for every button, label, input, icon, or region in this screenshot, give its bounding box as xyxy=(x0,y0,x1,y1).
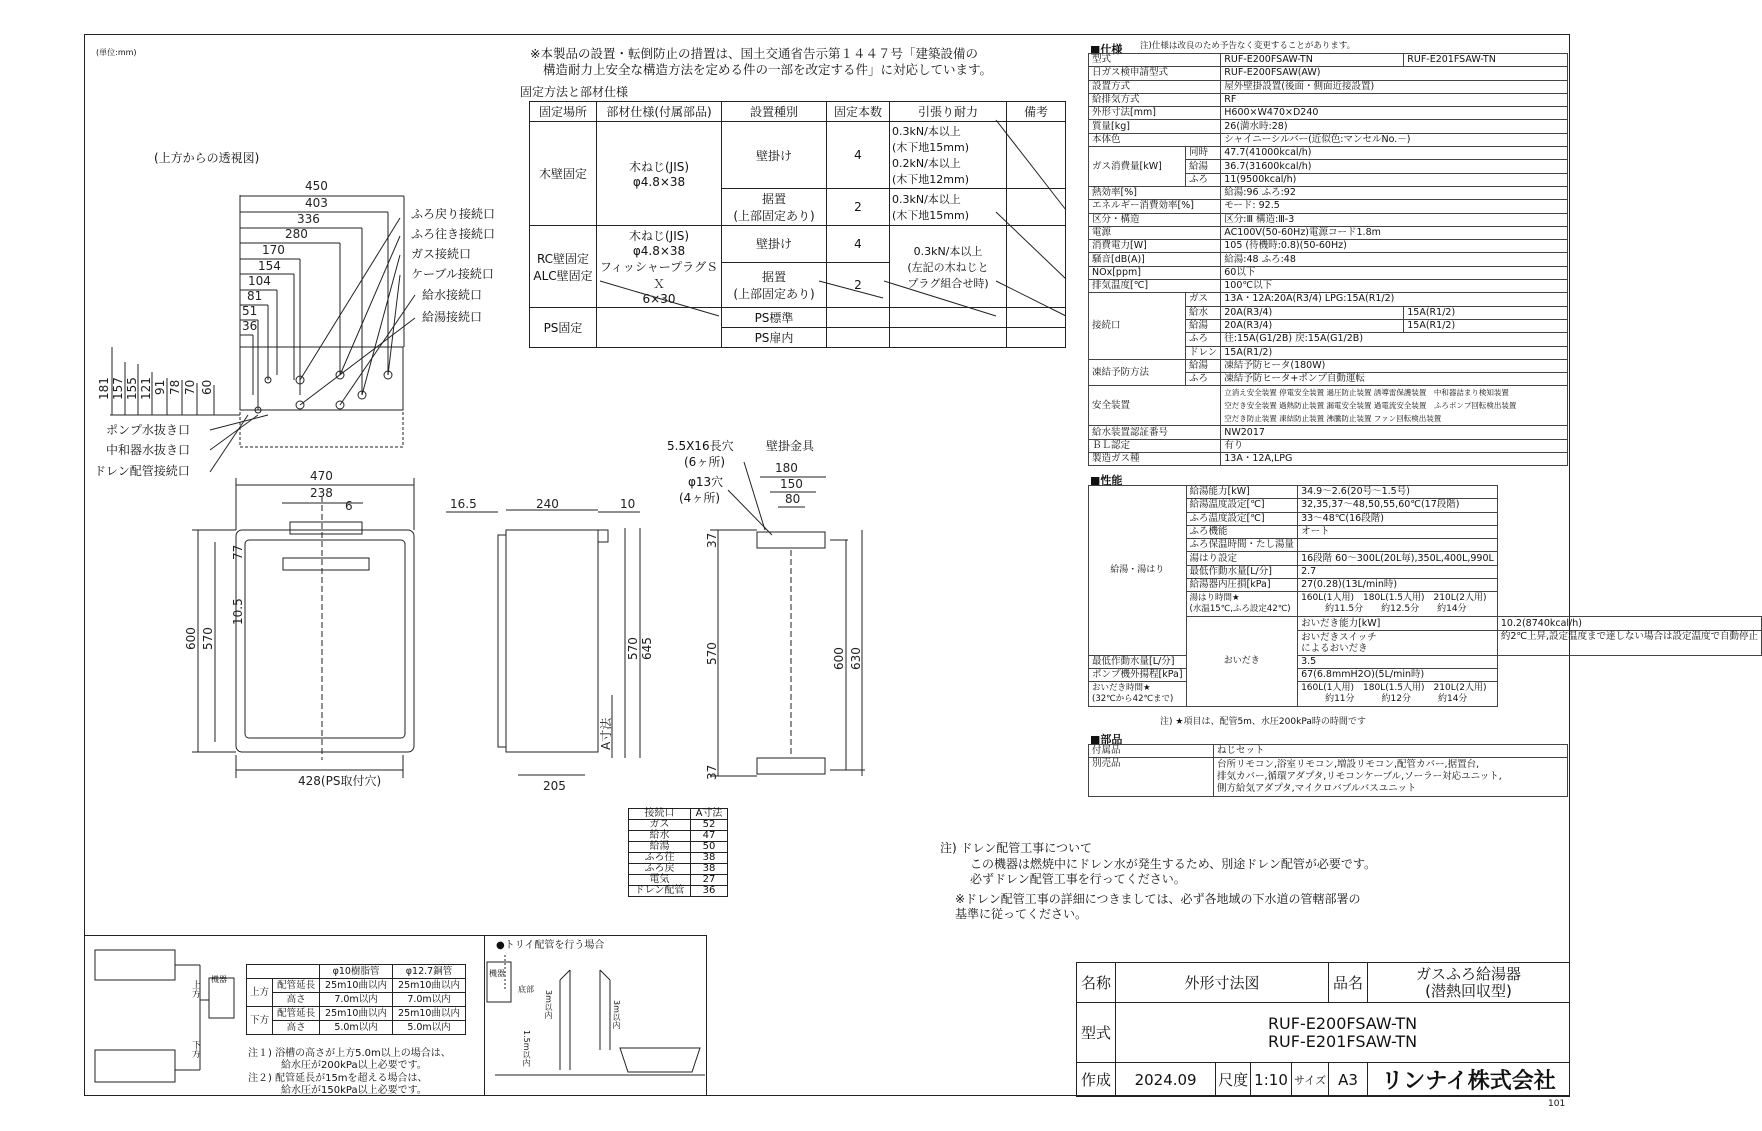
notice-line1: ※本製品の設置・転倒防止の措置は、国土交通省告示第１４４７号「建築設備の xyxy=(530,46,978,61)
title-block: 名称 外形寸法図 品名 ガスふろ給湯器 (潜熱回収型) 型式 RUF-E200FSAW-TN RUF-E201FSAW-TN 作成 2024.09 尺度 1:10 サイズ A3 リンナイ株式会社 xyxy=(1076,962,1570,1097)
svg-text:78: 78 xyxy=(168,379,182,395)
svg-text:600: 600 xyxy=(832,647,846,670)
drain-note-2: この機器は燃焼中にドレン水が発生するため、別途ドレン配管が必要です。 xyxy=(970,857,1376,871)
fix-place-rc: RC壁固定 ALC壁固定 xyxy=(530,226,597,308)
pipe-note-2b: 給水圧が150kPa以上必要です。 xyxy=(281,1085,427,1096)
conn-label: 給湯接続口 xyxy=(422,310,483,324)
fix-count: 2 xyxy=(827,262,890,307)
fix-header: 固定本数 xyxy=(827,102,890,122)
safety-list: 立消え安全装置 停電安全装置 過圧防止装置 誘導雷保護装置 中和器詰まり検知装置 空だき安全装置 過熱防止装置 漏電安全装置 過電流安全装置 ふろポンプ回転検出装置 空だき防止装置 凍結防止装置 沸騰防止装置 ファン回転検出装置 xyxy=(1221,386,1568,426)
unit-note: (単位:mm) xyxy=(96,48,137,57)
spec-table: 型式 RUF-E200FSAW-TN RUF-E201FSAW-TN 日ガス検申請型式 RUF-E200FSAW(AW) 設置方式 屋外壁掛設置(後面・側面近接設置) 給排気方式 RF 外形寸法[mm] H600×W470×D240 質量[kg] 26(満水時:28) 本体色 シャイニーシルバー(近似色:マンセルNo.－) ガス消費量[kW] 同時 47.7(41000kcal/h) 給湯 36.7(31600kcal/h) ふろ 11(9500kcal/h) 熱効率[%] 給湯:96 ふろ:92 エネルギー消費効率[%] モード: 92.5 区分・構造 区分:Ⅲ 構造:Ⅲ-3 電源 AC100V(50-60Hz)電源コード1.8m 消費電力[W] 105 (待機時:0.8)(50-60Hz) 騒音[dB(A)] 給湯:48 ふろ:48 NOx[ppm] 60以下 排気温度[℃] 100℃以下 接続口 ガス 13A・12A:20A(R3/4) LPG:15A(R1/2) 給水 20A(R3/4) 15A(R1/2) 給湯 20A(R3/4) 15A(R1/2) ふろ 往:15A(G1/2B) 戻:15A(G1/2B) ドレン 15A(R1/2) 凍結予防方法 給湯 凍結予防ヒータ(180W) ふろ 凍結予防ヒータ+ポンプ自動運転 安全装置 立消え安全装置 停電安全装置 過圧防止装置 誘導雷保護装置 中和器詰まり検知装置 空だき安全装置 過熱防止装置 漏電安全装置 過電流安全装置 ふろポンプ回転検出装置 空だき防止装置 凍結防止装置 沸騰防止装置 ファン回転検出装置 給水装置認証番号 NW2017 ＢＬ認定 有り 製造ガス種 13A・12A,LPG xyxy=(1088,53,1568,466)
pipe-area-divider xyxy=(484,935,485,1096)
pipe-area-border xyxy=(84,935,706,936)
pipe-area-border xyxy=(706,935,707,1096)
perf-note: 注) ★項目は、配管5m、水圧200kPa時の時間です xyxy=(1160,717,1366,727)
svg-text:10.5: 10.5 xyxy=(231,598,245,625)
perf-group-1: 給湯・湯はり xyxy=(1089,486,1187,656)
perf-group-2: おいだき xyxy=(1186,617,1298,707)
fix-type: PS標準 xyxy=(722,308,827,328)
fix-count: 4 xyxy=(827,122,890,189)
bracket-hole2n: (4ヶ所) xyxy=(679,491,720,505)
pipe-note-2a: 注２) 配管延長が15mを超える場合は、 xyxy=(248,1073,428,1084)
svg-text:600: 600 xyxy=(184,627,198,650)
svg-text:570: 570 xyxy=(626,637,640,660)
svg-text:181: 181 xyxy=(97,377,111,400)
fix-type: 壁掛け xyxy=(722,122,827,189)
top-dim: 51 xyxy=(242,304,258,318)
conn-label: ふろ往き接続口 xyxy=(411,227,496,241)
svg-text:80: 80 xyxy=(785,492,801,506)
fix-part-rc: 木ねじ(JIS) φ4.8×38 フィッシャープラグＳＸ 6×30 xyxy=(597,226,722,308)
top-dim: 336 xyxy=(297,212,320,226)
svg-text:16.5: 16.5 xyxy=(450,497,477,511)
trap-d3: 3m以内 xyxy=(612,1000,621,1029)
svg-text:10: 10 xyxy=(620,497,636,511)
svg-text:645: 645 xyxy=(640,637,654,660)
drain-note-1: 注) ドレン配管工事について xyxy=(940,841,1092,855)
svg-text:A寸法: A寸法 xyxy=(599,717,613,750)
conn-label: 給水接続口 xyxy=(422,288,483,302)
notice-line2: 構造耐力上安全な構造方法を定める件の一部を改定する件」に対応しています。 xyxy=(543,62,993,77)
svg-text:470: 470 xyxy=(310,469,333,483)
fix-place-wood: 木壁固定 xyxy=(530,122,597,226)
drain-label: ポンプ水抜き口 xyxy=(106,423,191,437)
svg-text:428(PS取付穴): 428(PS取付穴) xyxy=(298,774,382,788)
svg-text:37: 37 xyxy=(705,532,719,548)
a-dimension-table: 接続口 A寸法 ガス 52 給水 47 給湯 50 ふろ往 38 ふろ戻 38 電気 27 ドレン配管 36 xyxy=(628,808,728,897)
top-dim: 280 xyxy=(285,227,308,241)
conn-label: ガス接続口 xyxy=(411,247,472,261)
drain-note-5: 基準に従ってください。 xyxy=(955,907,1088,921)
svg-text:180: 180 xyxy=(775,461,798,475)
conn-label: ケーブル接続口 xyxy=(411,267,494,281)
fix-header: 設置種別 xyxy=(722,102,827,122)
trap-unit: 機器 xyxy=(489,969,505,978)
svg-text:77: 77 xyxy=(231,544,245,560)
parts-title: ■部品 xyxy=(1090,733,1123,746)
svg-text:570: 570 xyxy=(705,642,719,665)
top-dim: 36 xyxy=(242,319,258,333)
conn-label: ふろ戻り接続口 xyxy=(411,207,496,221)
fix-type: 壁掛け xyxy=(722,226,827,263)
fix-header: 備考 xyxy=(1007,102,1066,122)
top-dim: 450 xyxy=(305,179,328,193)
top-view-title: (上方からの透視図) xyxy=(154,151,260,165)
fix-force: 0.3kN/本以上 (木下地15mm) 0.2kN/本以上 (木下地12mm) xyxy=(890,122,1007,189)
svg-text:37: 37 xyxy=(705,764,719,780)
pipe-unit: 機器 xyxy=(211,975,227,984)
fix-header: 引張り耐力 xyxy=(890,102,1007,122)
bracket-hole1: 5.5X16長穴 xyxy=(667,439,734,453)
svg-text:6: 6 xyxy=(345,499,353,513)
bracket-hole2: φ13穴 xyxy=(688,475,724,489)
fixing-title: 固定方法と部材仕様 xyxy=(520,85,629,99)
svg-text:150: 150 xyxy=(780,477,803,491)
perf-title: ■性能 xyxy=(1090,474,1123,487)
parts-table: 付属品 ねじセット 別売品 台所リモコン,浴室リモコン,増設リモコン,配管カバー,据置台, 排気カバー,循環アダプタ,リモコンケーブル,ソーラー対応ユニット, 側方給気アダプタ,マイクロバブルバスユニット xyxy=(1088,744,1568,797)
drain-note-3: 必ずドレン配管工事を行ってください。 xyxy=(970,872,1186,886)
svg-text:238: 238 xyxy=(310,486,333,500)
top-dim: 403 xyxy=(305,196,328,210)
svg-text:157: 157 xyxy=(111,377,125,400)
fix-header: 部材仕様(付属部品) xyxy=(597,102,722,122)
fix-type: PS扉内 xyxy=(722,328,827,348)
trap-d2: 1.5m以内 xyxy=(522,1030,531,1067)
top-dim: 154 xyxy=(258,259,281,273)
fix-type: 据置 (上部固定あり) xyxy=(722,262,827,307)
pipe-down: 下方 xyxy=(190,1040,200,1058)
drain-note-4: ※ドレン配管工事の詳細につきましては、必ず各地域の下水道の管轄部署の xyxy=(955,892,1361,906)
fix-type: 据置 (上部固定あり) xyxy=(722,189,827,226)
svg-text:240: 240 xyxy=(536,497,559,511)
trap-d1: 3m以内 xyxy=(544,990,553,1019)
pipe-table: φ10樹脂管 φ12.7銅管 上方 配管延長 25m10曲以内 25m10曲以内 高さ 7.0m以内 7.0m以内 下方 配管延長 25m10曲以内 25m10曲以内 高さ 5.0m以内 5.0m以内 xyxy=(246,964,466,1035)
fix-place-ps: PS固定 xyxy=(530,308,597,348)
svg-text:155: 155 xyxy=(125,377,139,400)
svg-text:70: 70 xyxy=(183,379,197,395)
page-number: 101 xyxy=(1548,1099,1566,1109)
trap-title: ●トリイ配管を行う場合 xyxy=(496,940,605,951)
fix-count: 4 xyxy=(827,226,890,263)
perf-table: 給湯・湯はり 給湯能力[kW] 34.9～2.6(20号～1.5号) 給湯温度設定[℃] 32,35,37～48,50,55,60℃(17段階) ふろ温度設定[℃] 33～48℃(16段階) ふろ機能 オート ふろ保温時間・たし湯量 湯はり設定 16段階 60～300L(20L毎),350L,400L,990L 最低作動水量[L/分] 2.7 給湯器内圧損[kPa] 27(0.28)(13L/min時) 湯はり時間★ (水温15℃,ふろ設定42℃) 160L(1人用) 180L(1.5人用) 210L(2人用) 約11.5分 約12.5分 約14分 おいだき おいだき能力[kW] 10.2(8740kcal/h) おいだきスイッチ によるおいだき 約2℃上昇,設定温度まで達しない場合は設定温度で自動停止 最低作動水量[L/分] 3.5 ポンプ機外揚程[kPa] 67(6.8mmH2O)(5L/min時) おいだき時間★ (32℃から42℃まで) 160L(1人用) 180L(1.5人用) 210L(2人用) 約11分 約12分 約14分 xyxy=(1088,485,1762,707)
top-dim: 170 xyxy=(262,243,285,257)
svg-text:630: 630 xyxy=(849,647,863,670)
trap-bottom: 底部 xyxy=(518,985,534,994)
svg-text:121: 121 xyxy=(139,377,153,400)
svg-text:570: 570 xyxy=(201,627,215,650)
spec-note: 注)仕様は改良のため予告なく変更することがあります。 xyxy=(1140,41,1356,51)
top-dim: 104 xyxy=(248,274,271,288)
spec-title: ■仕様 xyxy=(1090,43,1123,56)
svg-text:60: 60 xyxy=(200,379,214,395)
bracket-hole1n: (6ヶ所) xyxy=(684,455,725,469)
drain-label: 中和器水抜き口 xyxy=(106,443,191,457)
pipe-note-1b: 給水圧が200kPa以上必要です。 xyxy=(281,1060,427,1071)
svg-text:205: 205 xyxy=(543,779,566,793)
pipe-note-1a: 注１) 浴槽の高さが上方5.0m以上の場合は、 xyxy=(248,1048,451,1059)
fix-count: 2 xyxy=(827,189,890,226)
fix-header: 固定場所 xyxy=(530,102,597,122)
svg-text:91: 91 xyxy=(153,379,167,395)
pipe-up: 上方 xyxy=(190,980,200,998)
fix-force: 0.3kN/本以上 (木下地15mm) xyxy=(890,189,1007,226)
drain-label: ドレン配管接続口 xyxy=(94,464,190,478)
fix-part-wood: 木ねじ(JIS) φ4.8×38 xyxy=(597,122,722,226)
bracket-label: 壁掛金具 xyxy=(766,439,815,453)
fix-force: 0.3kN/本以上 (左記の木ねじと プラグ組合せ時) xyxy=(890,226,1007,308)
top-dim: 81 xyxy=(247,289,263,303)
